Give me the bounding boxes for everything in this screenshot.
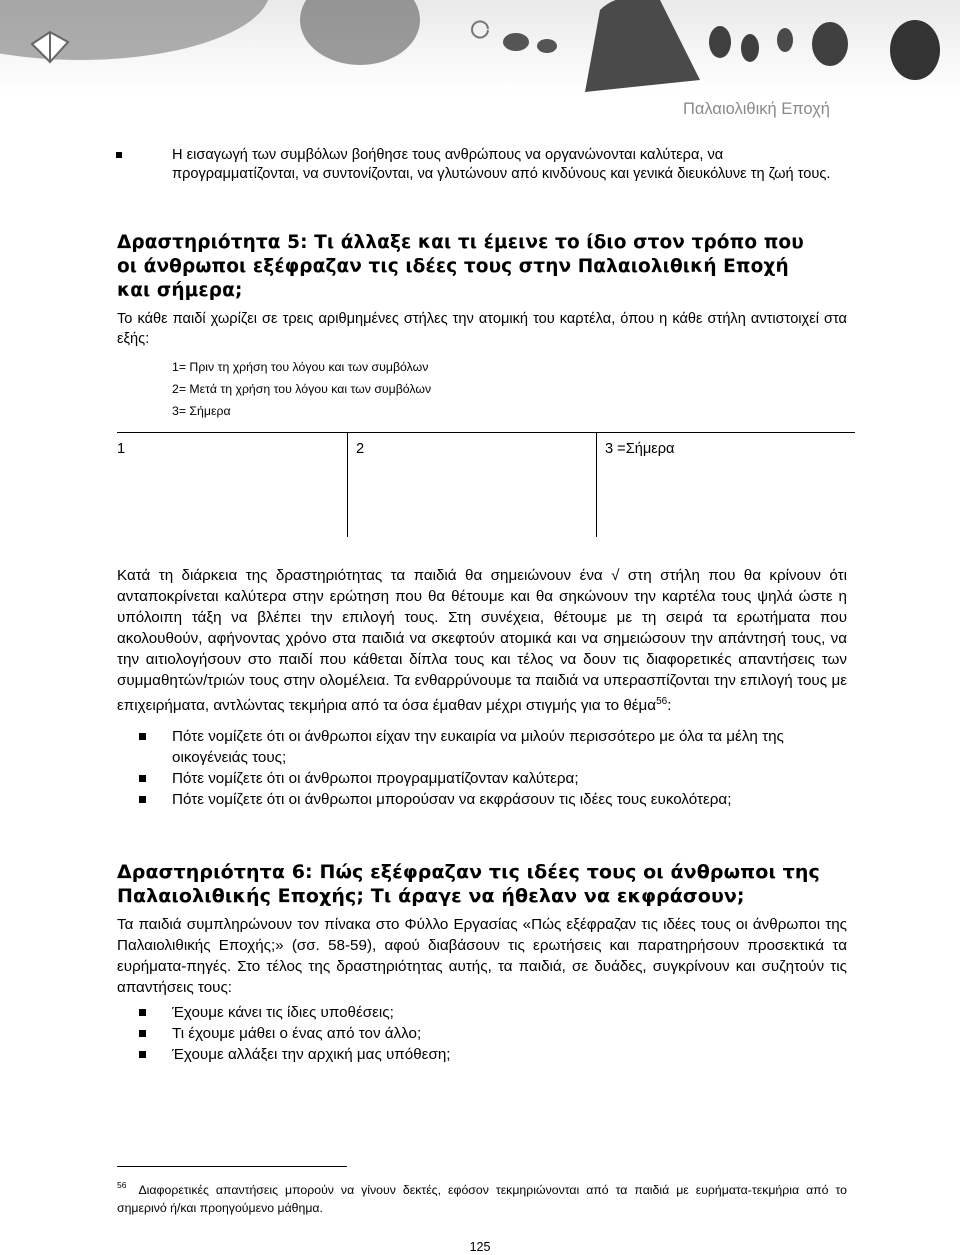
activity6-paragraph: Τα παιδιά συμπληρώνουν τον πίνακα στο Φύλλο Εργασίας «Πώς εξέφραζαν τις ιδέες τους οι άνθρωποι της Παλαιολιθικής Εποχής;» (σσ. 58-59), αφού διαβάσουν τις ερωτήσεις και παρατηρήσουν προσεκτικά τα ευρήματα-πηγές. Στο τέλος της δραστηριότητας αυτής, τα παιδιά, σε δυάδες, συγκρίνουν και συζητούν τις απαντήσεις τους: [117, 916, 847, 996]
discussion-item: Έχουμε κάνει τις ίδιες υποθέσεις; [117, 1002, 847, 1023]
intro-bullet-list [144, 146, 844, 184]
column-code-1: 1= Πριν τη χρήση του λόγου και των συμβόλων [172, 360, 429, 374]
spiral-icon [472, 21, 488, 37]
stone-texture-mid [300, 0, 420, 65]
footnote-number: 56 [117, 1180, 127, 1190]
activity6-question-list [117, 1002, 847, 1065]
question-item: Πότε νομίζετε ότι οι άνθρωποι προγραμματίζονταν καλύτερα; [117, 768, 847, 789]
stone-tool-icon [812, 22, 848, 66]
arrowhead-icon [709, 26, 731, 58]
activity6-title-line1: Δραστηριότητα 6: Πώς εξέφραζαν τις ιδέες τους οι άνθρωποι της [117, 861, 820, 883]
activity5-paragraph [117, 565, 847, 716]
activity6-title [117, 860, 847, 908]
footnote-text: Διαφορετικές απαντήσεις μπορούν να γίνουν δεκτές, εφόσον τεκμηριώνονται από τα παιδιά με ευρήματα-τεκμήρια από το σημερινό ή/και προηγούμενο μάθημα. [117, 1183, 847, 1215]
arrowhead-icon [741, 34, 759, 62]
activity5-paragraph-end: : [667, 697, 672, 714]
question-item: Πότε νομίζετε ότι οι άνθρωποι μπορούσαν να εκφράσουν τις ιδέες τους ευκολότερα; [117, 789, 847, 810]
column-header-2: 2 [348, 433, 597, 538]
activity5-description: Το κάθε παιδί χωρίζει σε τρεις αριθμημένες στήλες την ατομική του καρτέλα, όπου η κάθε στήλη αντιστοιχεί στα εξής: [117, 311, 847, 347]
activity5-title [117, 231, 847, 303]
discussion-item: Έχουμε αλλάξει την αρχική μας υπόθεση; [117, 1044, 847, 1065]
stone-tool-icon [585, 0, 700, 92]
intro-bullet-item: Η εισαγωγή των συμβόλων βοήθησε τους ανθρώπους να οργανώνονται καλύτερα, να προγραμματίζονται, να συντονίζονται, να γλυτώνουν από κινδύνους και γενικά διευκόλυνε τη ζωή τους. [144, 146, 844, 184]
activity5-body [117, 565, 847, 810]
column-code-3: 3= Σήμερα [172, 404, 231, 418]
page-number: 125 [469, 1240, 491, 1254]
footnote-reference: 56 [656, 696, 668, 707]
activity5-title-line2: οι άνθρωποι εξέφραζαν τις ιδέες τους στην Παλαιολιθική Εποχή [117, 256, 789, 277]
activity5-title-line3: και σήμερα; [117, 280, 243, 301]
chapter-title: Παλαιολιθική Εποχή [682, 100, 830, 118]
header-banner [0, 0, 960, 92]
footnote-divider [117, 1166, 347, 1167]
activity5-section [117, 231, 847, 427]
stone-flake-icon [537, 39, 557, 53]
stone-tool-icon [890, 20, 940, 80]
footnote [117, 1176, 847, 1217]
column-code-2: 2= Μετά τη χρήση του λόγου και των συμβόλων [172, 382, 432, 396]
activity6-title-line2: Παλαιολιθικής Εποχής; Τι άραγε να ήθελαν να εκφράσουν; [117, 885, 745, 907]
discussion-item: Τι έχουμε μάθει ο ένας από τον άλλο; [117, 1023, 847, 1044]
stone-flake-icon [503, 33, 529, 51]
three-column-card [117, 432, 855, 537]
column-codes [172, 361, 847, 427]
activity6-section [117, 860, 847, 1065]
column-header-1: 1 [117, 433, 348, 538]
column-header-3: 3 =Σήμερα [597, 433, 856, 538]
question-item: Πότε νομίζετε ότι οι άνθρωποι είχαν την ευκαιρία να μιλούν περισσότερο με όλα τα μέλη της οικογένειάς τους; [117, 726, 847, 768]
activity5-paragraph-text: Κατά τη διάρκεια της δραστηριότητας τα παιδιά θα σημειώνουν ένα √ στη στήλη που θα κρίνουν ότι ανταποκρίνεται καλύτερα στην ερώτηση που θα θέτουμε και θα σηκώνουν την καρτέλα τους ψηλά ώστε η υπόλοιπη τάξη να βλέπει την επιλογή τους. Στη συνέχεια, θέτουμε με τη σειρά τα ερωτήματα που ακολουθούν, αφήνοντας χρόνο στα παιδιά να σκεφτούν ατομικά και να σημειώσουν την απάντησή τους, να την αιτιολογήσουν στο παιδί που κάθεται δίπλα τους και τέλος να δουν τις διαφορετικές απαντήσεις των συμμαθητών/τριών τους στην ολομέλεια. Τα ενθαρρύνουμε τα παιδιά να υπερασπίζονται την επιλογή τους με επιχειρήματα, αντλώντας τεκμήρια από τα όσα έμαθαν μέχρι στιγμής για το θέμα [117, 567, 847, 714]
banner-artwork [0, 0, 960, 92]
activity5-question-list [117, 726, 847, 810]
activity5-title-line1: Δραστηριότητα 5: Τι άλλαξε και τι έμεινε το ίδιο στον τρόπο που [117, 232, 804, 253]
arrowhead-icon [777, 28, 793, 52]
